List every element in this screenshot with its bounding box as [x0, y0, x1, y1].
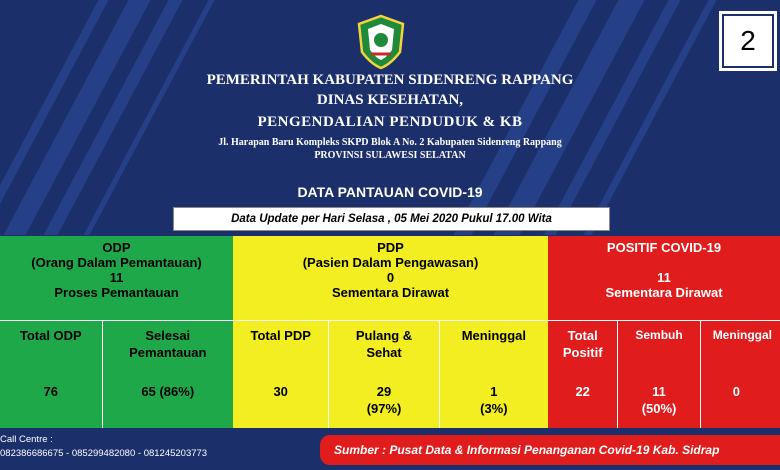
odp-header: [0, 240, 233, 300]
pdp-subtitle: (Pasien Dalam Pengawasan): [302, 255, 479, 270]
pdp-died-cell: [440, 320, 548, 428]
call-centre-phones: 082386686675 - 085299482080 - 081245203773: [0, 448, 208, 459]
pdp-status: Sementara Dirawat: [331, 285, 450, 300]
pdp-died-label: Meninggal: [461, 328, 526, 343]
positive-recovered-label: Sembuh: [635, 328, 683, 342]
pdp-header: [233, 240, 548, 300]
call-centre: [0, 433, 320, 461]
odp-total-value: 76: [43, 384, 59, 399]
pdp-total-cell: [233, 320, 329, 428]
agency-province: PROVINSI SULAWESI SELATAN: [314, 150, 466, 161]
page-title: DATA PANTAUAN COVID-19: [297, 184, 483, 200]
update-banner: [173, 207, 610, 231]
government-title: PEMERINTAH KABUPATEN SIDENRENG RAPPANG: [206, 72, 574, 88]
odp-total-label: Total ODP: [19, 328, 82, 343]
odp-count: 11: [109, 270, 124, 285]
pdp-panel: [233, 236, 548, 428]
positive-total-value: 22: [575, 384, 590, 399]
positive-recovered-value: 11 (50%): [641, 384, 677, 416]
odp-done-label: Selesai Pemantauan: [129, 328, 207, 360]
odp-panel: [0, 236, 233, 428]
pdp-total-label: Total PDP: [250, 328, 311, 343]
odp-subtitle: (Orang Dalam Pemantauan): [31, 255, 202, 270]
positive-header: [548, 240, 780, 300]
positive-total-cell: [548, 320, 618, 428]
page-number-badge: 2: [722, 14, 774, 68]
positive-stats: [548, 320, 780, 428]
pdp-died-value: 1 (3%): [480, 384, 508, 416]
pdp-recovered-label: Pulang & Sehat: [355, 328, 413, 360]
positive-died-label: Meninggal: [712, 328, 773, 342]
positive-panel: [548, 236, 780, 428]
source-text: Sumber : Pusat Data & Informasi Penanganan Covid-19 Kab. Sidrap: [334, 443, 720, 457]
call-centre-label: Call Centre :: [0, 434, 53, 445]
pdp-title: PDP: [377, 240, 404, 255]
odp-stats: [0, 320, 233, 428]
odp-status: Proses Pemantauan: [54, 285, 179, 300]
odp-title: ODP: [102, 240, 131, 255]
source-banner: [320, 435, 780, 465]
update-text: Data Update per Hari Selasa , 05 Mei 2020 Pukul 17.00 Wita: [231, 213, 552, 225]
positive-total-label: Total Positif: [562, 328, 603, 360]
positive-status: Sementara Dirawat: [605, 285, 723, 300]
odp-done-value: 65 (86%): [141, 384, 195, 399]
agency-subtitle: PENGENDALIAN PENDUDUK & KB: [257, 114, 523, 130]
agency-address: Jl. Harapan Baru Kompleks SKPD Blok A No. 2 Kabupaten Sidenreng Rappang: [218, 137, 562, 148]
odp-total-cell: [0, 320, 103, 428]
odp-done-cell: [103, 320, 233, 428]
positive-recovered-cell: [618, 320, 700, 428]
positive-count: 11: [657, 270, 671, 285]
positive-died-value: 0: [732, 384, 740, 399]
pdp-recovered-cell: [329, 320, 439, 428]
pdp-stats: [233, 320, 548, 428]
regency-emblem-icon: [356, 14, 406, 70]
pdp-recovered-value: 29 (97%): [366, 384, 402, 416]
agency-title: DINAS KESEHATAN,: [316, 92, 464, 108]
pdp-total-value: 30: [273, 384, 288, 399]
positive-title: POSITIF COVID-19: [606, 240, 722, 255]
positive-died-cell: [701, 320, 780, 428]
pdp-count: 0: [386, 270, 395, 285]
